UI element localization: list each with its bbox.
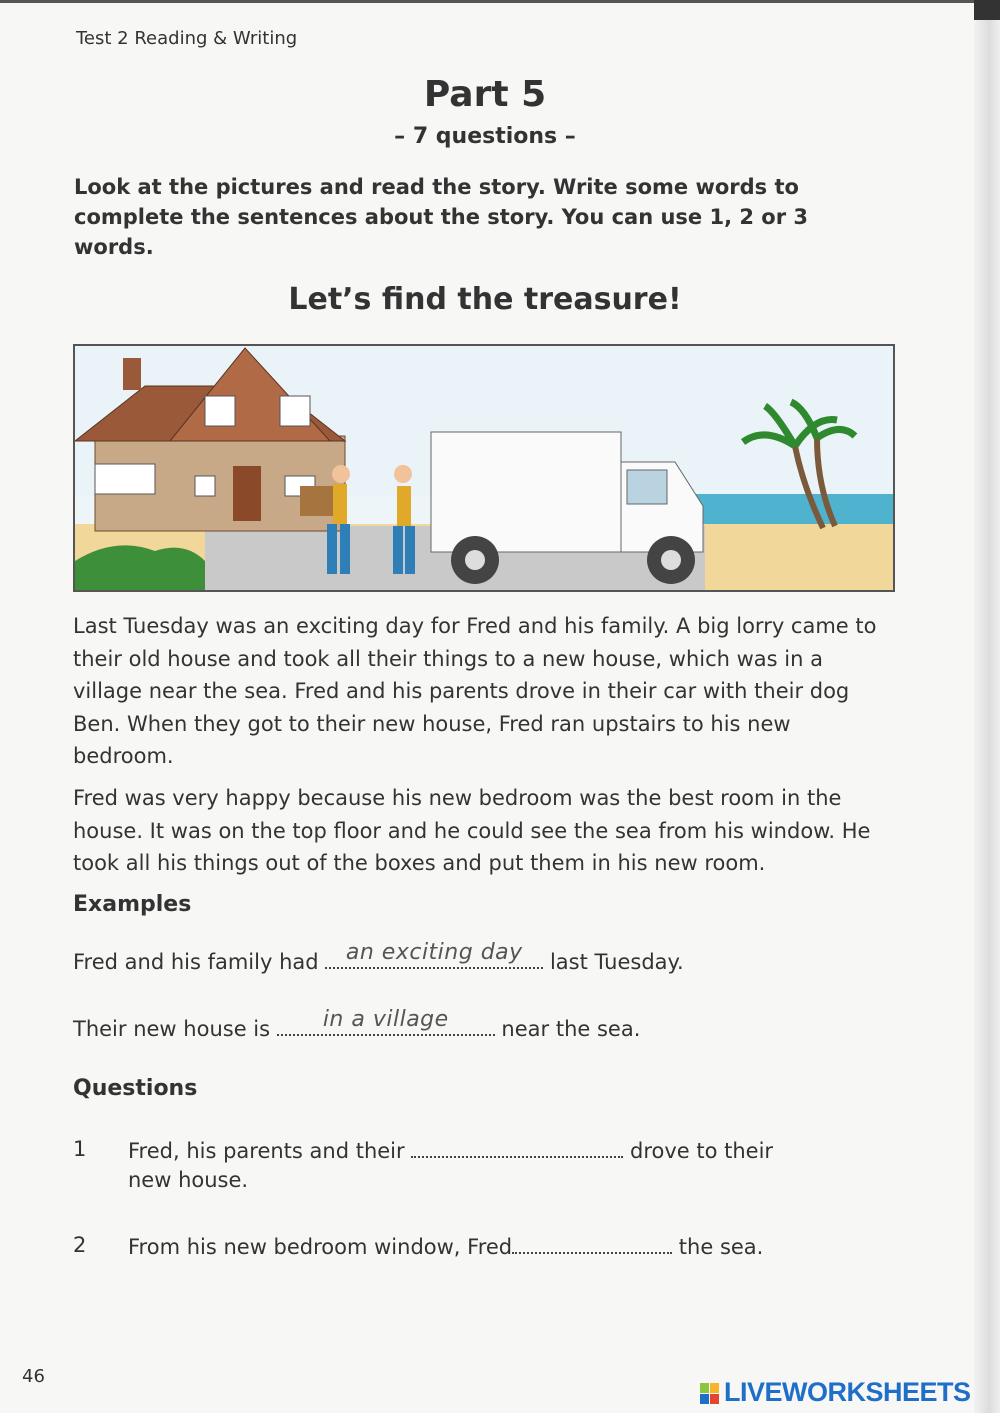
example-1-answer: an exciting day [345, 940, 523, 965]
example-sentence-1 [73, 940, 684, 974]
example-1-answer-blank [325, 940, 543, 969]
example-1-before: Fred and his family had [73, 950, 326, 974]
question-1-after: drove to their [623, 1139, 774, 1163]
liveworksheets-brand[interactable] [700, 1376, 990, 1410]
question-1 [128, 1137, 773, 1195]
question-1-answer-blank[interactable] [411, 1152, 623, 1158]
story-paragraph-2: Fred was very happy because his new bedroom was the best room in the house. It was on the top floor and he could see the sea from his window. He took all his things out of the boxes and put them in his new room. [73, 786, 871, 875]
page-right-edge [974, 0, 1000, 1413]
moving-day-illustration [75, 346, 893, 590]
example-2-before: Their new house is [73, 1017, 277, 1041]
part-title: Part 5 [423, 74, 547, 115]
example-sentence-2 [73, 1007, 641, 1041]
page-top-edge [0, 0, 1000, 3]
question-1-number: 1 [73, 1137, 87, 1161]
question-1-before: Fred, his parents and their [128, 1139, 412, 1163]
question-2-before: From his new bedroom window, Fred [128, 1235, 513, 1259]
liveworksheets-logo-icon [700, 1383, 720, 1405]
question-2-after: the sea. [672, 1235, 764, 1259]
examples-heading: Examples [73, 892, 192, 917]
question-2-answer-blank[interactable] [512, 1248, 672, 1254]
test-label: Test 2 Reading & Writing [76, 28, 298, 49]
part-subtitle: – 7 questions – [394, 124, 576, 149]
questions-heading: Questions [73, 1076, 198, 1101]
story-title: Let’s find the treasure! [288, 282, 682, 317]
question-2 [128, 1233, 763, 1262]
example-2-answer-blank [277, 1007, 495, 1036]
binding-tab [974, 0, 1000, 20]
story-illustration [73, 344, 895, 592]
question-1-line2: new house. [128, 1168, 249, 1192]
page-number: 46 [22, 1366, 45, 1387]
instructions: Look at the pictures and read the story. Write some words to complete the sentences about the story. You can use 1, 2 or 3 words. [74, 175, 809, 259]
example-2-after: near the sea. [494, 1017, 641, 1041]
example-2-answer: in a village [322, 1007, 449, 1032]
question-2-number: 2 [73, 1233, 87, 1257]
brand-name: LIVEWORKSHEETS [724, 1377, 971, 1407]
story-paragraph-1: Last Tuesday was an exciting day for Fred and his family. A big lorry came to their old house and took all their things to a new house, which was in a village near the sea. Fred and his parents drove in their car with their dog Ben. When they got to their new house, Fred ran upstairs to his new bedroom. [73, 614, 877, 768]
example-1-after: last Tuesday. [543, 950, 684, 974]
